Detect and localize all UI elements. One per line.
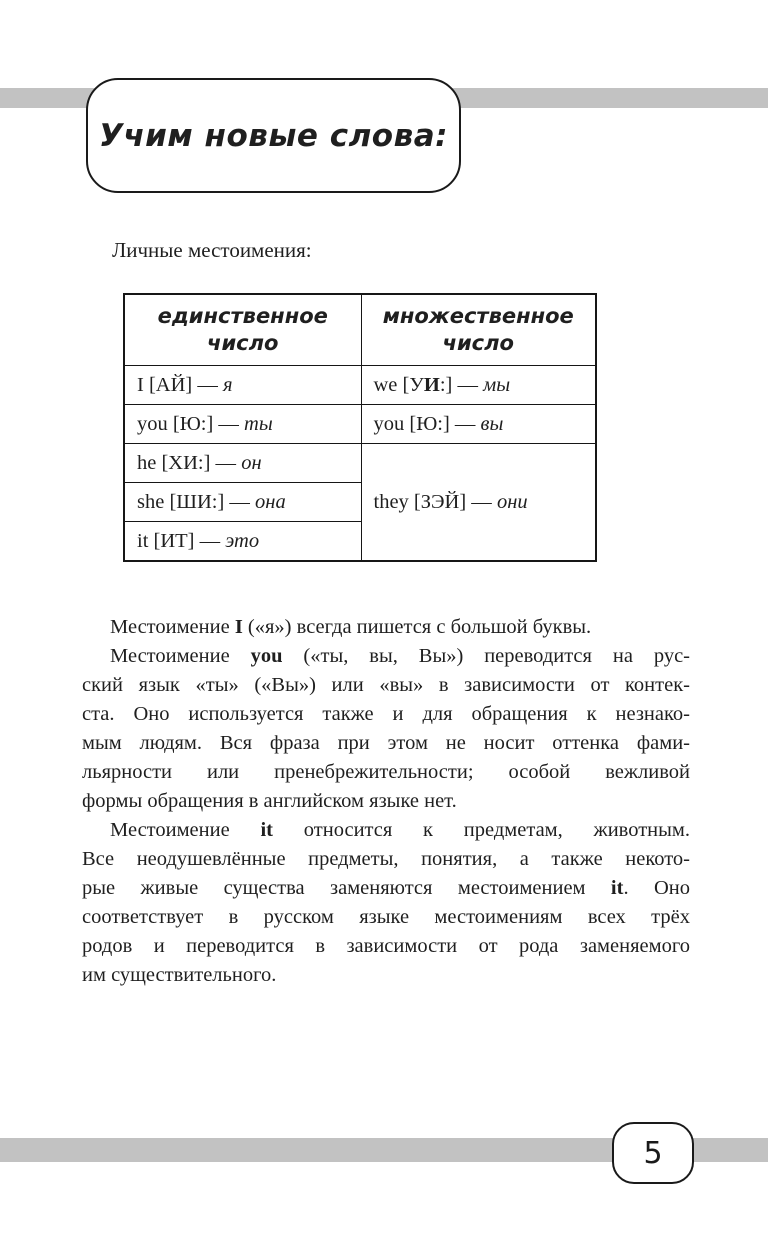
page-number: 5 (643, 1135, 663, 1171)
pronoun-cell: it [ИТ] — это (124, 522, 361, 562)
text-line: мым людям. Вся фраза при этом не носит оттенка фами- (82, 732, 690, 754)
pronoun-cell: we [УИ:] — мы (361, 366, 596, 405)
body-text (82, 613, 690, 990)
table-header-singular: единственное число (124, 294, 361, 366)
text-line: им существительного. (82, 964, 277, 986)
table-header-row (124, 294, 596, 366)
text-line: соответствует в русском языке местоимениям всех трёх (82, 906, 690, 928)
table-header-plural: множественное число (361, 294, 596, 366)
pronouns-table (123, 293, 597, 562)
pronoun-cell: she [ШИ:] — она (124, 483, 361, 522)
text-line: Местоимение I («я») всегда пишется с большой буквы. (110, 616, 592, 638)
text-line: ский язык «ты» («Вы») или «вы» в зависимости от контек- (82, 674, 690, 696)
pronoun-cell: you [Ю:] — ты (124, 405, 361, 444)
text-line: рые живые существа заменяются местоимением it. Оно (82, 877, 690, 899)
pronoun-cell: they [ЗЭЙ] — они (361, 444, 596, 562)
text-line: льярности или пренебрежительности; особой вежливой (82, 761, 690, 783)
lesson-header-box (86, 78, 461, 193)
text-line: Местоимение it относится к предметам, животным. (110, 819, 690, 841)
lesson-header-title: Учим новые слова: (98, 117, 449, 154)
table-row (124, 444, 596, 483)
table-row (124, 405, 596, 444)
table-row (124, 366, 596, 405)
page-number-badge (612, 1122, 694, 1184)
text-line: формы обращения в английском языке нет. (82, 790, 457, 812)
text-line: ста. Оно используется также и для обращения к незнако- (82, 703, 690, 725)
pronoun-cell: you [Ю:] — вы (361, 405, 596, 444)
pronoun-cell: he [ХИ:] — он (124, 444, 361, 483)
text-line: Местоимение you («ты, вы, Вы») переводится на рус- (110, 645, 691, 667)
section-label: Личные местоимения: (112, 238, 312, 262)
text-line: Все неодушевлённые предметы, понятия, а также некото- (82, 848, 690, 870)
pronoun-cell: I [АЙ] — я (124, 366, 361, 405)
text-line: родов и переводится в зависимости от рода заменяемого (82, 935, 690, 957)
